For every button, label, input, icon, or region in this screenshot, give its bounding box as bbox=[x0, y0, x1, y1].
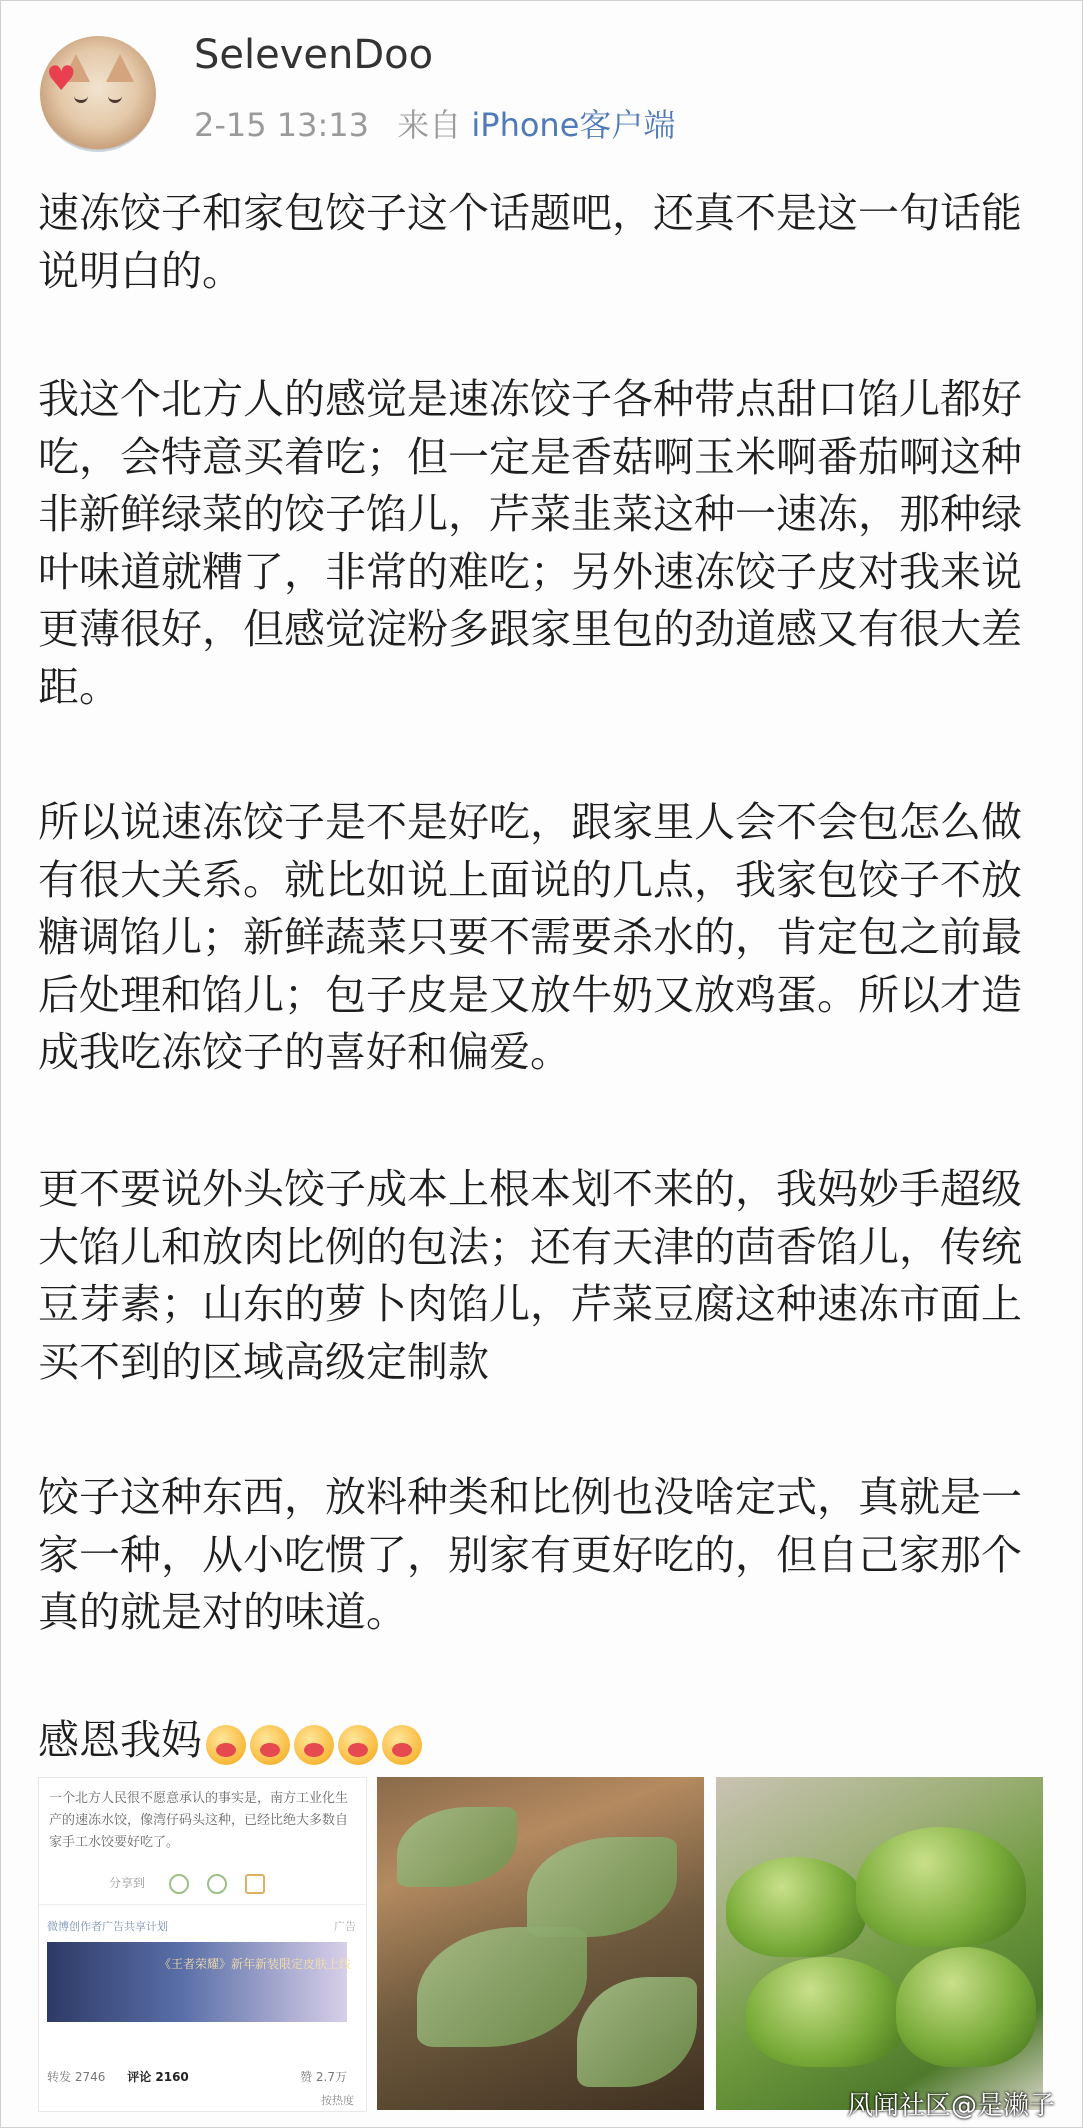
source-client[interactable]: iPhone客户端 bbox=[471, 106, 676, 144]
thumb-ad-title: 《王者荣耀》新年新装限定皮肤上线 bbox=[159, 1957, 352, 1971]
cat-eye-right bbox=[108, 94, 122, 103]
dumpling-shape bbox=[896, 1947, 1036, 2067]
dumpling-shape bbox=[856, 1827, 1026, 1947]
dumpling-shape bbox=[577, 1977, 697, 2087]
thumb-ad-tag: 广告 bbox=[334, 1920, 356, 1933]
note-icon bbox=[245, 1874, 265, 1894]
image-thumbnail-dumplings-cooked[interactable] bbox=[716, 1777, 1043, 2110]
repost-count: 转发 2746 bbox=[47, 2070, 106, 2084]
thumb-share-label: 分享到 bbox=[109, 1876, 146, 1890]
like-count: 赞 2.7万 bbox=[300, 2070, 347, 2084]
thumb-ad-banner bbox=[47, 1942, 347, 2022]
dumpling-shape bbox=[417, 1927, 587, 2047]
moments-icon bbox=[207, 1874, 227, 1894]
dumpling-shape bbox=[746, 1957, 906, 2067]
avatar[interactable] bbox=[40, 36, 156, 152]
dumpling-shape bbox=[527, 1837, 677, 1937]
closing-text: 感恩我妈 bbox=[38, 1716, 202, 1764]
heart-eyes-emoji-icon bbox=[250, 1725, 290, 1765]
thumb-ad-label: 微博创作者广告共享计划 bbox=[47, 1920, 168, 1933]
thumb-share-bar bbox=[39, 1864, 366, 1905]
heart-icon: ♥ bbox=[46, 59, 77, 99]
comment-count: 评论 2160 bbox=[127, 2070, 189, 2084]
post-meta bbox=[194, 100, 675, 146]
dumpling-shape bbox=[397, 1807, 517, 1887]
post-paragraph: 更不要说外头饺子成本上根本划不来的，我妈妙手超级大馅儿和放肉比例的包法；还有天津的茴香馅儿，传统豆芽素；山东的萝卜肉馅儿，芹菜豆腐这种速冻市面上买不到的区域高级定制款 bbox=[38, 1165, 1022, 1386]
post-paragraph: 速冻饺子和家包饺子这个话题吧，还真不是这一句话能说明白的。 bbox=[38, 189, 1022, 295]
emoji-group bbox=[206, 1714, 426, 1772]
cat-ear-right bbox=[106, 54, 134, 82]
post-paragraph: 饺子这种东西，放料种类和比例也没啥定式，真就是一家一种，从小吃惯了，别家有更好吃的，但自己家那个真的就是对的味道。 bbox=[38, 1473, 1022, 1637]
image-thumbnail-screenshot[interactable] bbox=[38, 1777, 367, 2112]
post-paragraph: 所以说速冻饺子是不是好吃，跟家里人会不会包怎么做有很大关系。就比如说上面说的几点，我家包饺子不放糖调馅儿；新鲜蔬菜只要不需要杀水的，肯定包之前最后处理和馅儿；包子皮是又放牛奶又放鸡蛋。所以才造成我吃冻饺子的喜好和偏爱。 bbox=[38, 798, 1022, 1077]
heart-eyes-emoji-icon bbox=[382, 1725, 422, 1765]
username[interactable]: SelevenDoo bbox=[194, 32, 434, 78]
post-closing-line bbox=[38, 1712, 1048, 1772]
timestamp: 2-15 13:13 bbox=[194, 106, 370, 144]
dumpling-shape bbox=[726, 1857, 866, 1957]
thumb-stats bbox=[47, 2068, 347, 2085]
post-paragraph: 我这个北方人的感觉是速冻饺子各种带点甜口馅儿都好吃，会特意买着吃；但一定是香菇啊玉米啊番茄啊这种非新鲜绿菜的饺子馅儿，芹菜韭菜这种一速冻，那种绿叶味道就糟了，非常的难吃；另外速冻饺子皮对我来说更薄很好，但感觉淀粉多跟家里包的劲道感又有很大差距。 bbox=[38, 375, 1022, 711]
thumb-post-text: 一个北方人民很不愿意承认的事实是，南方工业化生产的速冻水饺，像湾仔码头这种，已经比绝大多数自家手工水饺要好吃了。 bbox=[49, 1791, 349, 1850]
heart-eyes-emoji-icon bbox=[294, 1725, 334, 1765]
heart-eyes-emoji-icon bbox=[338, 1725, 378, 1765]
wechat-icon bbox=[169, 1874, 189, 1894]
image-thumbnail-dumplings-raw[interactable] bbox=[377, 1777, 704, 2110]
watermark: 风闻社区@是濑子 bbox=[846, 2091, 1055, 2121]
sort-by-hot: 按热度 bbox=[321, 2094, 354, 2107]
heart-eyes-emoji-icon bbox=[206, 1725, 246, 1765]
source-prefix: 来自 bbox=[397, 106, 462, 144]
